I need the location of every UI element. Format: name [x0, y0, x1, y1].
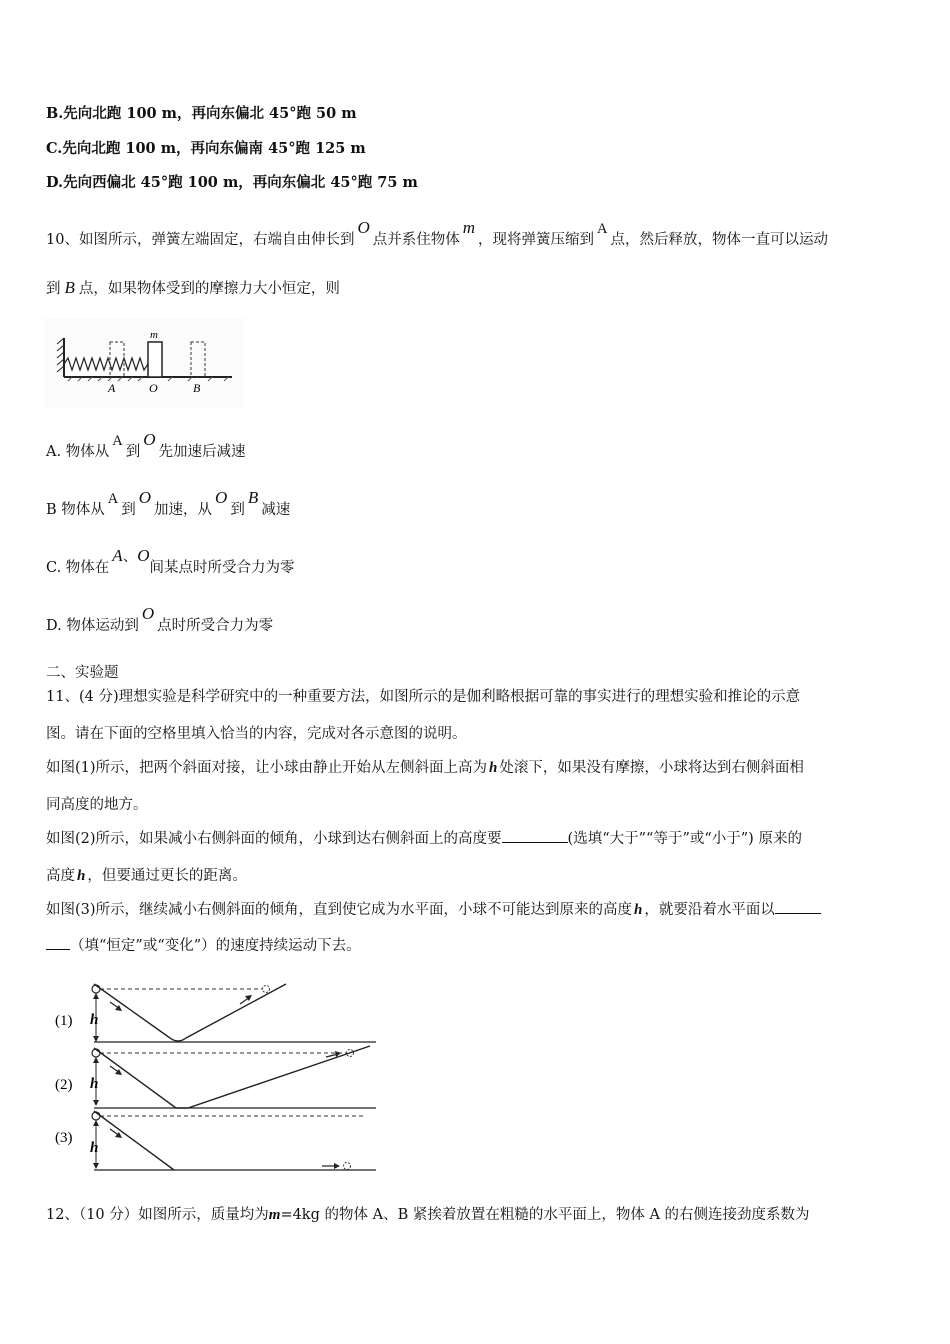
q10-option-b [46, 488, 291, 519]
q11-line6 [46, 864, 247, 885]
q9-option-b: B.先向北跑 100 m，再向东偏北 45°跑 50 m [46, 105, 357, 122]
label-o: O [149, 381, 158, 395]
q11-text-6b: ，但要通过更长的距离。 [87, 868, 247, 884]
q12-text-1: 12、（10 分）如图所示，质量均为 [46, 1207, 269, 1223]
opt-a-text-2: 到 [125, 444, 141, 460]
diagram-3 [55, 1111, 376, 1170]
opt-b-text-3: 加速，从 [154, 502, 213, 518]
q11-text-6a: 高度 [46, 868, 75, 884]
answer-blank-1[interactable] [502, 828, 568, 843]
arrow-head-down-3 [93, 1163, 99, 1169]
q10-text-1: 10、如图所示，弹簧左端固定，右端自由伸长到 [46, 232, 355, 248]
label-2: (2) [55, 1077, 73, 1093]
q10-option-d [46, 604, 274, 635]
label-h-1: h [90, 1012, 99, 1028]
q10-text-4: 点，然后释放，物体一直可以运动 [610, 232, 828, 248]
q11-line3 [46, 756, 804, 777]
q10-text-6: 点，如果物体受到的摩擦力大小恒定，则 [78, 281, 340, 297]
q11-text-7b: ，就要沿着水平面以 [644, 902, 775, 918]
opt-b-text-4: 到 [230, 502, 245, 518]
q11-text-7a: 如图(3)所示，继续减小右侧斜面的倾角，直到使它成为水平面，小球不可能达到原来的高度 [46, 902, 633, 918]
q10-var-m: m [462, 218, 476, 237]
opt-d-text-2: 点时所受合力为零 [157, 618, 274, 634]
opt-c-text-1: C. 物体在 [46, 560, 110, 576]
label-3: (3) [55, 1130, 73, 1146]
q11-line8 [46, 934, 361, 955]
q10-var-o: O [357, 218, 370, 237]
q10-var-a: A [597, 221, 608, 237]
label-1: (1) [55, 1013, 73, 1029]
opt-c-var-a: A [112, 546, 123, 565]
arrow-head-up-1 [93, 993, 99, 999]
q11-text-3a: 如图(1)所示，把两个斜面对接，让小球由静止开始从左侧斜面上高为 [46, 760, 488, 776]
q11-text-5a: 如图(2)所示，如果减小右侧斜面的倾角，小球到达右侧斜面上的高度要 [46, 831, 502, 847]
section-heading: 二、实验题 [46, 665, 119, 681]
opt-a-var-a: A [112, 433, 123, 449]
q11-line4: 同高度的地方。 [46, 797, 148, 813]
v-track-1 [94, 984, 286, 1041]
q9-option-d: D.先向西偏北 45°跑 100 m，再向东偏北 45°跑 75 m [46, 174, 418, 191]
opt-d-var-o: O [141, 604, 155, 623]
q11-text-3b: 处滚下，如果没有摩擦，小球将达到右侧斜面相 [499, 760, 804, 776]
arrow-head-down-2 [93, 1100, 99, 1106]
opt-b-text-1: B 物体从 [46, 502, 105, 518]
q11-text-5b: (选填“大于”“等于”或“小于”) 原来的 [567, 831, 802, 847]
motion-arrow-head-3b [334, 1163, 340, 1169]
opt-d-text-1: D. 物体运动到 [46, 618, 139, 634]
q10-stem-line2 [46, 277, 340, 298]
opt-a-text-1: A. 物体从 [46, 444, 110, 460]
opt-b-var-b: B [247, 488, 259, 507]
q11-inclined-planes-figure [50, 980, 380, 1175]
opt-b-text-5: 减速 [261, 502, 291, 518]
q11-var-h3: h [634, 902, 643, 918]
label-h-3: h [90, 1140, 99, 1156]
label-h-2: h [90, 1076, 99, 1092]
opt-c-sep: 、 [122, 549, 138, 565]
q11-line2: 图。请在下面的空格里填入恰当的内容，完成对各示意图的说明。 [46, 726, 467, 742]
q12-var-m: m [268, 1207, 281, 1223]
arrow-head-up-3 [93, 1120, 99, 1126]
opt-b-var-o2: O [215, 488, 228, 507]
q10-text-2: 点并系住物体 [372, 232, 460, 248]
q11-var-h: h [489, 760, 498, 776]
v-track-2 [94, 1046, 370, 1108]
ball-end-3 [344, 1163, 351, 1170]
q11-var-h2: h [77, 868, 86, 884]
incline-3 [94, 1111, 174, 1170]
opt-c-var-o: O [137, 546, 150, 565]
answer-blank-2-part1[interactable] [775, 899, 821, 914]
label-b: B [193, 381, 201, 395]
arrow-head-up-2 [93, 1057, 99, 1063]
q10-option-c [46, 546, 295, 577]
ball-end-1 [263, 986, 270, 993]
q11-line7 [46, 898, 821, 919]
q10-stem-line1 [46, 218, 828, 249]
q10-text-3: ，现将弹簧压缩到 [478, 232, 595, 248]
q10-spring-figure [44, 318, 244, 408]
opt-b-text-2: 到 [121, 502, 136, 518]
answer-blank-2-part2[interactable] [46, 935, 70, 950]
q9-option-c: C.先向北跑 100 m，再向东偏南 45°跑 125 m [46, 140, 366, 157]
q11-text-8: （填“恒定”或“变化”）的速度持续运动下去。 [70, 938, 361, 954]
arrow-head-down-1 [93, 1036, 99, 1042]
opt-a-text-3: 先加速后减速 [158, 444, 246, 460]
diagram-1 [55, 984, 376, 1042]
q10-option-a [46, 430, 246, 461]
opt-a-var-o: O [143, 430, 156, 449]
diagram-2 [55, 1046, 376, 1108]
label-a: A [108, 381, 116, 395]
q12-text-2: =4kg 的物体 A、B 紧挨着放置在粗糙的水平面上，物体 A 的右侧连接劲度系数为 [280, 1207, 810, 1223]
q11-line5 [46, 827, 802, 848]
q12-line1 [46, 1203, 810, 1224]
q10-text-5: 到 [46, 281, 61, 297]
block-m [148, 342, 162, 377]
q10-var-b: B [64, 278, 75, 297]
q11-line1: 11、(4 分)理想实验是科学研究中的一种重要方法，如图所示的是伽利略根据可靠的事实进行的理想实验和推论的示意 [46, 689, 801, 705]
label-m: m [150, 329, 158, 341]
opt-b-var-a: A [107, 491, 119, 507]
opt-c-text-2: 间某点时所受合力为零 [149, 560, 295, 576]
opt-b-var-o: O [138, 488, 152, 507]
